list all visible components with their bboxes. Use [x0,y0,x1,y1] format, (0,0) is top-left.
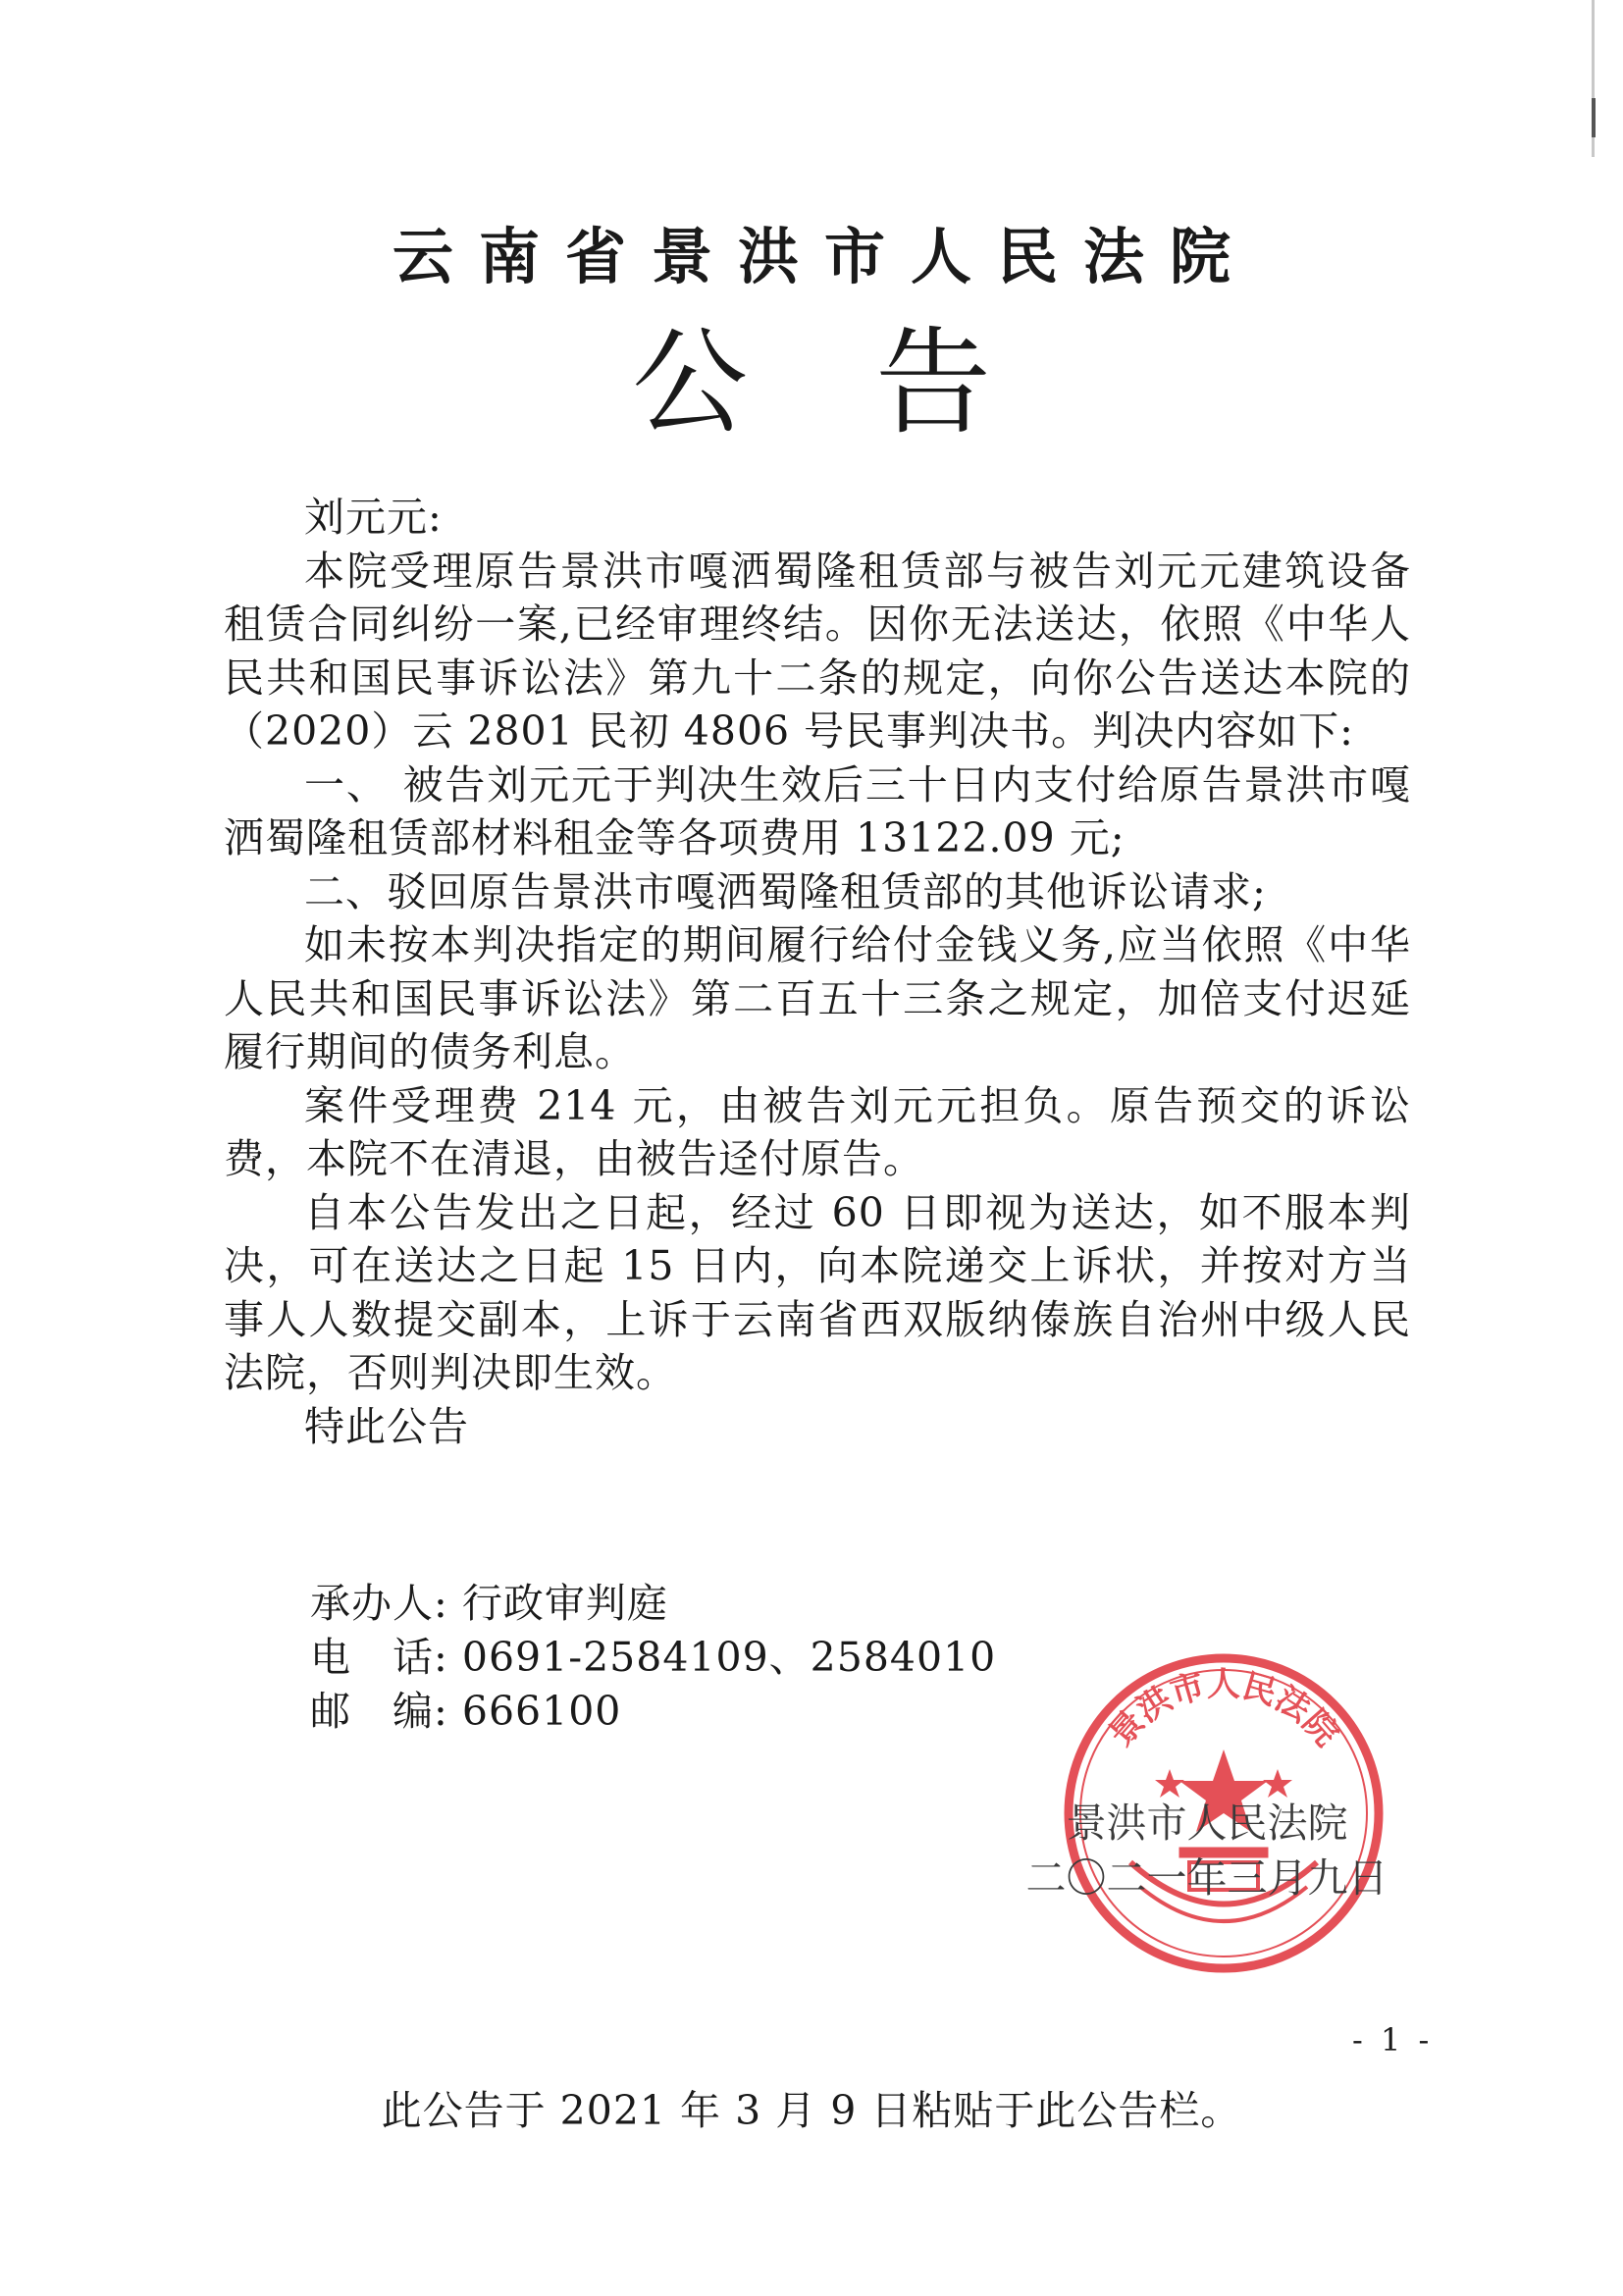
addressee: 刘元元: [304,494,443,541]
paragraph-judgment-1: 一、 被告刘元元于判决生效后三十日内支付给原告景洪市嘎洒蜀隆租赁部材料租金等各项费用 13122.09 元; [224,760,1411,861]
signing-court: 景洪市人民法院 [1066,1800,1348,1847]
paragraph-judgment-2: 二、驳回原告景洪市嘎洒蜀隆租赁部的其他诉讼请求; [304,867,1267,915]
contact-phone [310,1631,996,1685]
contact-block [310,1577,996,1739]
document-title: 公告 [631,315,1119,450]
paragraph-closing: 特此公告 [304,1402,469,1450]
page-number: - 1 - [1352,2021,1434,2059]
phone-value: 0691-2584109、2584010 [461,1634,997,1681]
scan-edge-mark-dark [1592,98,1596,137]
svg-text:景洪市人民法院: 景洪市人民法院 [1101,1665,1346,1754]
postcode-value: 666100 [461,1688,622,1735]
contact-handler [310,1577,996,1631]
signing-date: 二〇二一年三月九日 [1025,1854,1388,1902]
paragraph-fees: 案件受理费 214 元，由被告刘元元担负。原告预交的诉讼费，本院不在清退，由被告迳付原告。 [224,1081,1411,1182]
handler-value: 行政审判庭 [461,1580,668,1627]
handler-label: 承办人: [310,1580,448,1627]
notice-body [224,491,1411,1453]
paragraph-intro: 本院受理原告景洪市嘎洒蜀隆租赁部与被告刘元元建筑设备租赁合同纠纷一案,已经审理终结。因你无法送达，依照《中华人民共和国民事诉讼法》第九十二条的规定，向你公告送达本院的（2020）云 2801 民初 4806 号民事判决书。判决内容如下: [224,547,1411,755]
postcode-label: 邮 编: [310,1688,448,1735]
posting-note: 此公告于 2021 年 3 月 9 日粘贴于此公告栏。 [381,2087,1242,2134]
phone-label: 电 话: [310,1634,448,1681]
paragraph-interest: 如未按本判决指定的期间履行给付金钱义务,应当依照《中华人民共和国民事诉讼法》第二百五十三条之规定，加倍支付迟延履行期间的债务利息。 [224,921,1411,1075]
contact-postcode [310,1685,996,1739]
court-name-heading: 云南省景洪市人民法院 [392,221,1256,292]
paragraph-appeal: 自本公告发出之日起，经过 60 日即视为送达，如不服本判决，可在送达之日起 15 日内，向本院递交上诉状，并按对方当事人人数提交副本，上诉于云南省西双版纳傣族自治州中级人民法院，否则判决即生效。 [224,1188,1411,1396]
signature-block [1011,1796,1403,1905]
